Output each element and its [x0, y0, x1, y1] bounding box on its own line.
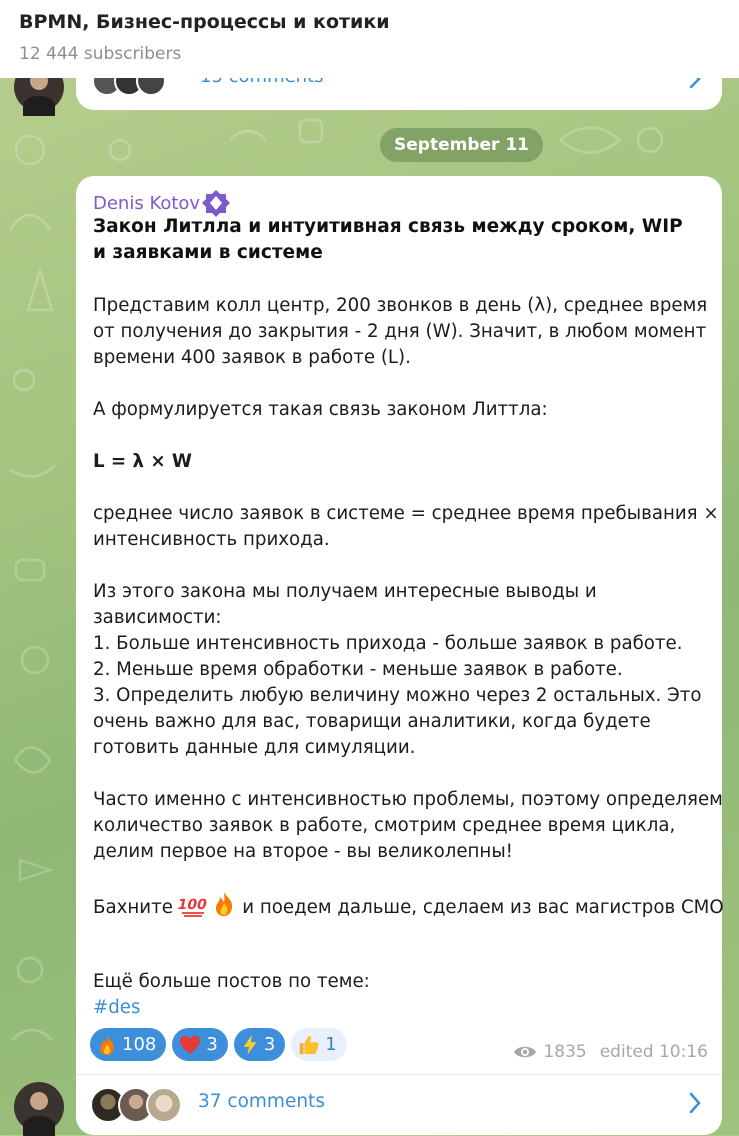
post-text-line: готовить данные для симуляции.: [93, 737, 416, 758]
formula: L = λ × W: [93, 451, 192, 472]
reaction-count: 108: [122, 1034, 157, 1055]
reaction-count: 3: [206, 1034, 218, 1055]
fire-icon: [212, 891, 236, 917]
post-text-line: времени 400 заявок в работе (L).: [93, 347, 411, 368]
channel-post: [76, 176, 722, 1074]
post-text-line: 3. Определить любую величину можно через 2 остальных. Это: [93, 685, 702, 706]
subscriber-count: 12 444 subscribers: [19, 44, 182, 64]
reaction-count: 1: [325, 1034, 337, 1055]
hundred-points-icon: [175, 893, 209, 917]
channel-title: BPMN, Бизнес-процессы и котики: [19, 11, 390, 33]
date-divider: September 11: [380, 128, 543, 162]
post-text-line: Ещё больше постов по теме:: [93, 971, 370, 992]
chevron-right-icon: [688, 1091, 702, 1115]
post-text-line: Представим колл центр, 200 звонков в день (λ), среднее время: [93, 295, 708, 316]
bahnite-prefix: Бахните: [93, 897, 173, 918]
post-text-line: очень важно для вас, товарищи аналитики, когда будете: [93, 711, 651, 732]
avatar: [146, 1087, 182, 1123]
post-text-line: Из этого закона мы получаем интересные выводы и: [93, 581, 597, 602]
lightning-icon: [241, 1034, 259, 1056]
reactions-bar: [90, 1028, 347, 1061]
post-text-line: количество заявок в работе, смотрим среднее время цикла,: [93, 815, 676, 836]
heart-icon: [179, 1035, 201, 1055]
channel-header[interactable]: [0, 0, 739, 78]
reaction-heart[interactable]: [172, 1028, 227, 1061]
reaction-fire[interactable]: [90, 1028, 166, 1061]
commenter-avatars: [90, 1087, 182, 1123]
post-text-line: делим первое на второе - вы великолепны!: [93, 841, 513, 862]
eye-icon: [513, 1044, 537, 1060]
comments-link[interactable]: 37 comments: [198, 1091, 325, 1112]
post-text-line: от получения до закрытия - 2 дня (W). Значит, в любом момент: [93, 321, 707, 342]
avatar[interactable]: [14, 1082, 64, 1132]
post-text-line: 1. Больше интенсивность прихода - больше заявок в работе.: [93, 633, 683, 654]
post-meta: [513, 1042, 708, 1062]
view-count: 1835: [543, 1042, 587, 1062]
post-text-line: А формулируется такая связь законом Литтла:: [93, 399, 548, 420]
thumbs-up-icon: [298, 1034, 320, 1056]
reaction-thumbs-up[interactable]: [291, 1028, 346, 1061]
comments-bar[interactable]: [76, 1074, 722, 1135]
svg-text:100: 100: [175, 897, 209, 913]
post-text-line: Часто именно с интенсивностью проблемы, поэтому определяем: [93, 789, 723, 810]
hashtag-link[interactable]: #des: [93, 997, 141, 1018]
post-text-line: зависимости:: [93, 607, 222, 628]
post-text-line: 2. Меньше время обработки - меньше заявок в работе.: [93, 659, 623, 680]
post-text-line: интенсивность прихода.: [93, 529, 330, 550]
fire-icon: [97, 1034, 117, 1056]
reaction-lightning[interactable]: [234, 1028, 285, 1061]
author-name[interactable]: Denis Kotov: [93, 192, 201, 214]
edited-timestamp: edited 10:16: [599, 1042, 708, 1062]
post-text-line: среднее число заявок в системе = среднее время пребывания ×: [93, 503, 719, 524]
post-title: Закон Литлла и интуитивная связь между сроком, WIP и заявками в системе: [93, 216, 683, 263]
reaction-count: 3: [263, 1034, 276, 1055]
post-text-line: [93, 891, 724, 921]
bahnite-suffix: и поедем дальше, сделаем из вас магистров СМО: [242, 897, 724, 918]
